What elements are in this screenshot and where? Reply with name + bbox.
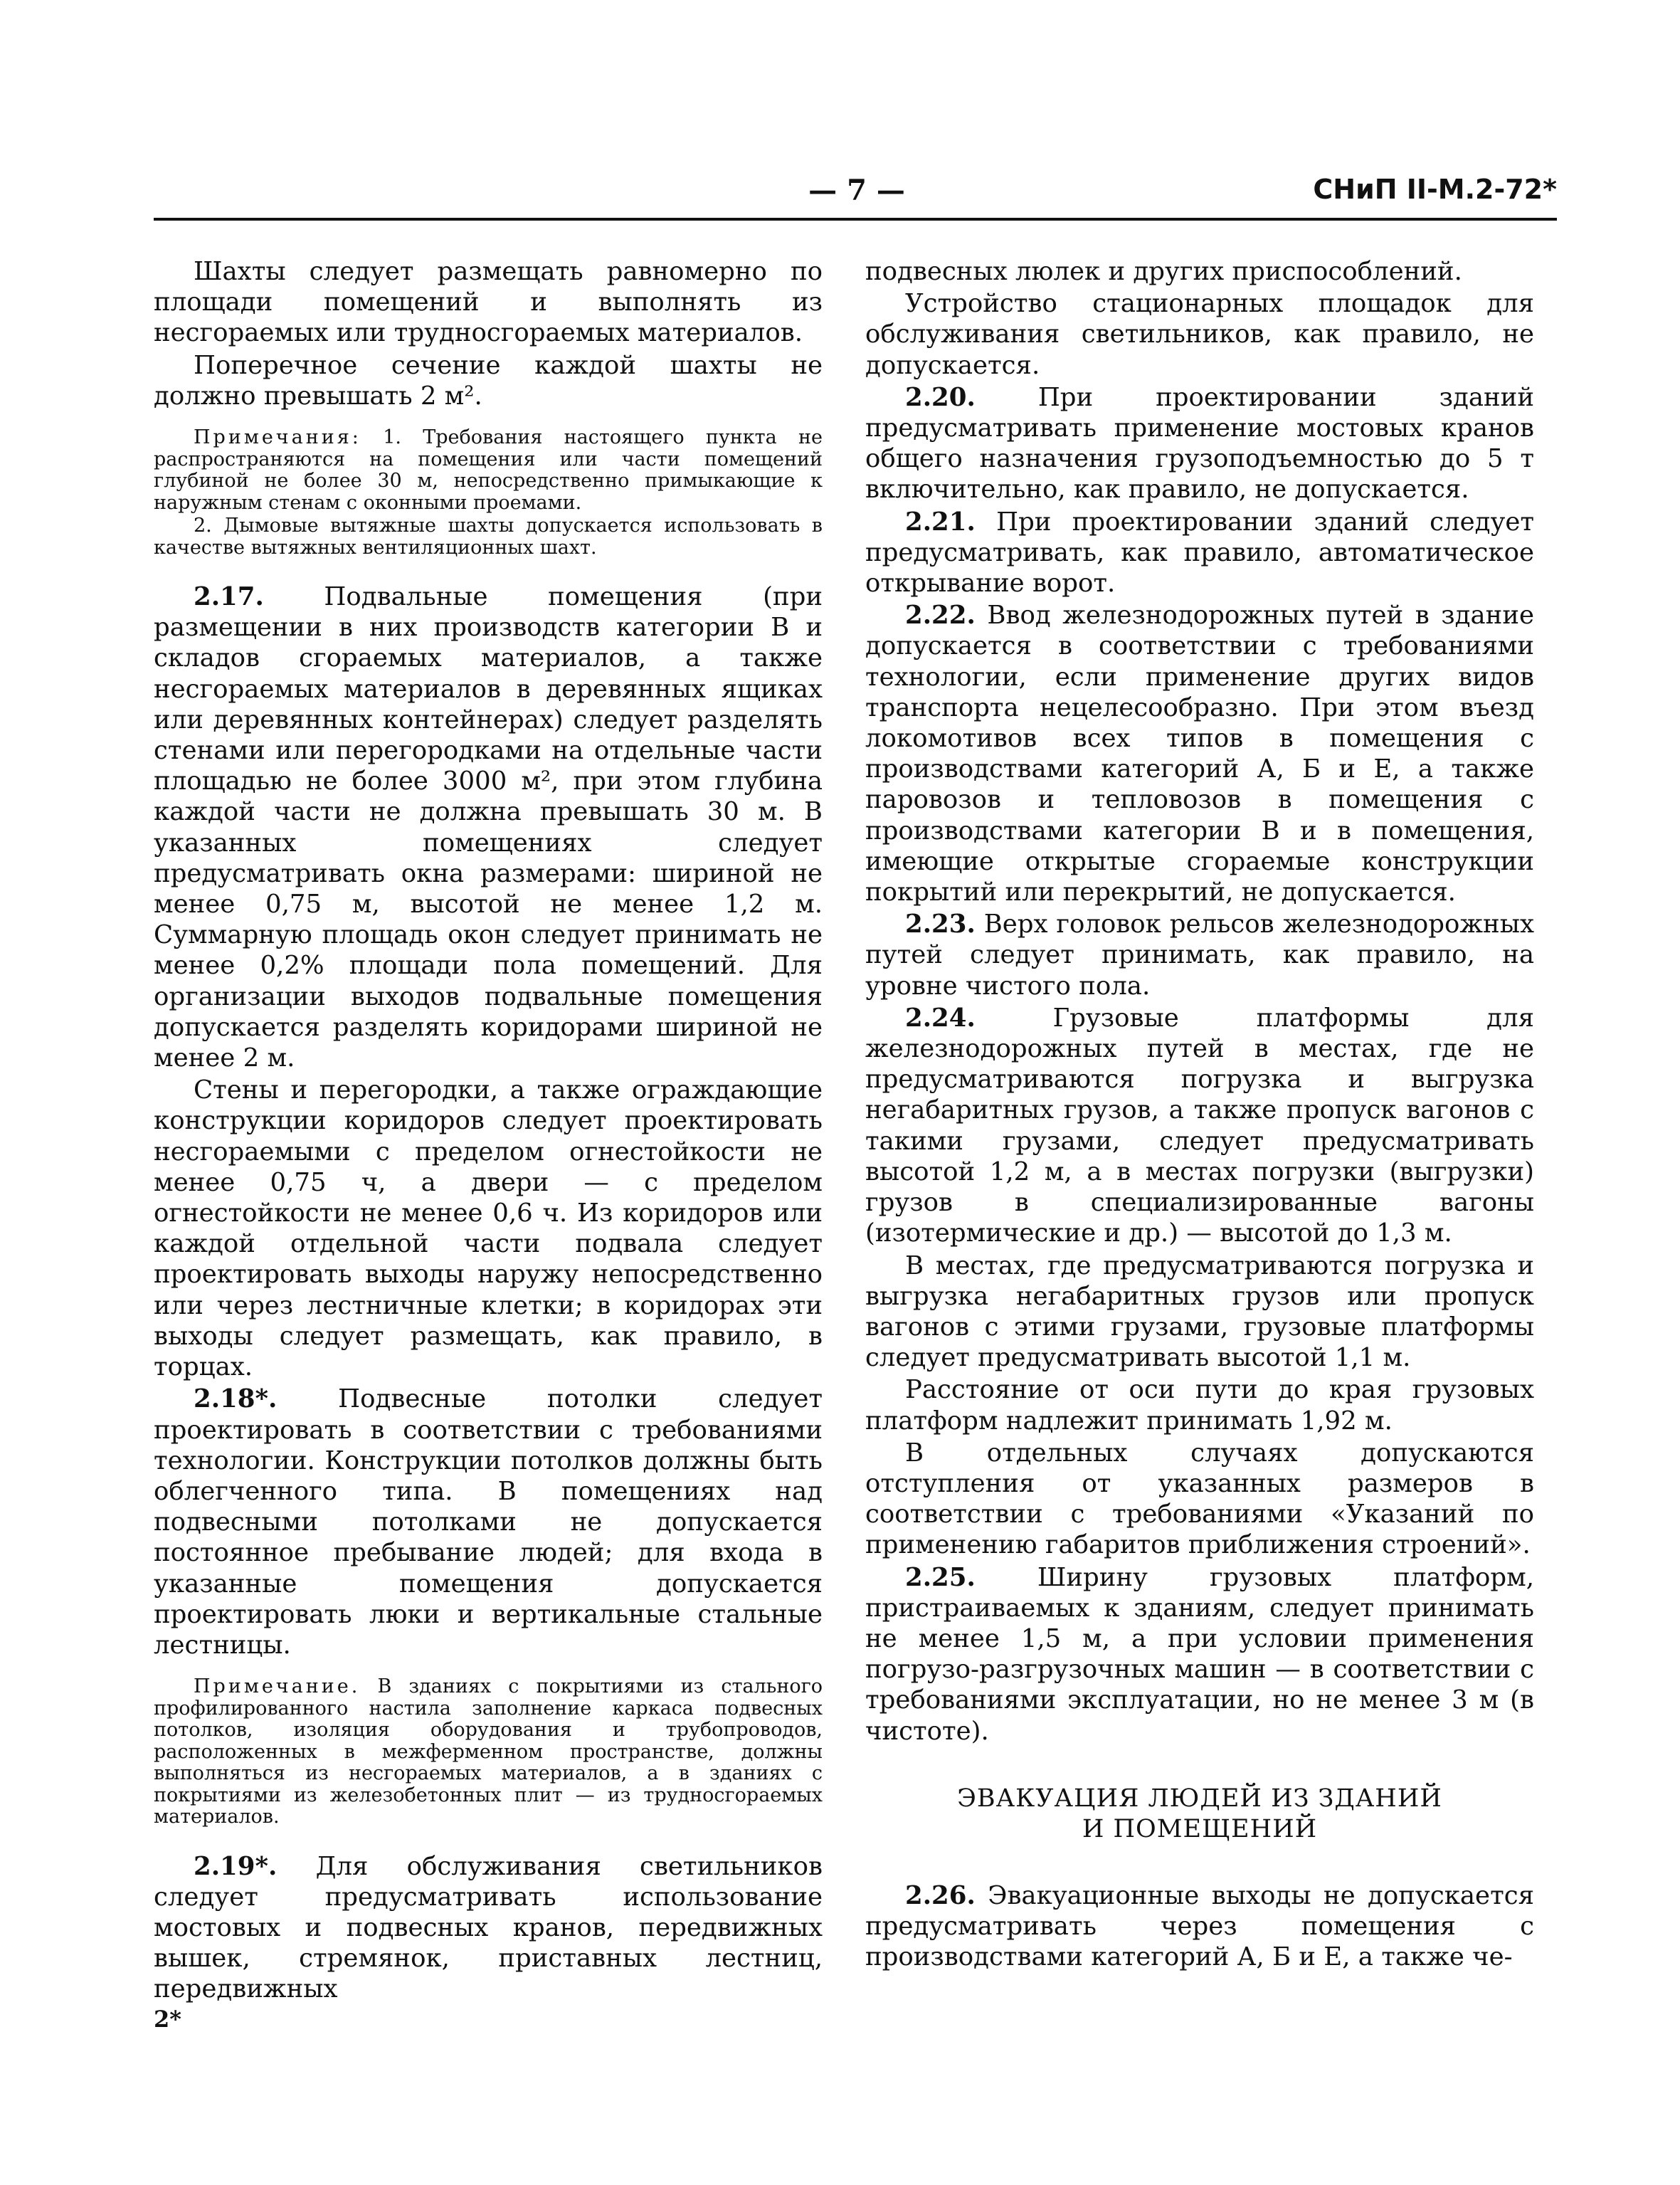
right-column [865, 256, 1534, 1974]
clause-text: Верх головок рельсов железнодорожных путей следует принимать, как правило, на уровне чистого пола. [865, 910, 1534, 1001]
clause-2-17 [154, 581, 823, 1073]
clause-number: 2.19*. [194, 1851, 278, 1881]
clause-text: При проектировании зданий следует предусматривать, как правило, автоматическое открывание ворот. [865, 507, 1534, 599]
paragraph: подвесных люлек и других приспособлений. [865, 257, 1462, 286]
note-text: В зданиях с покрытиями из стального профилированного настила заполнение каркаса подвесных потолков, изоляция оборудования и трубопроводов, расположенных в межферменном пространстве, должны выполняться из несгораемых материалов, а в зданиях с покрытиями из железобетонных плит — из трудносгораемых материалов. [154, 1675, 823, 1828]
clause-2-24 [865, 1003, 1534, 1249]
spacer [865, 1748, 1534, 1769]
paragraph: В местах, где предусматриваются погрузка и выгрузка негабаритных грузов или пропуск вагонов с этими грузами, грузовые платформы следует предусматривать высотой 1,1 м. [865, 1251, 1534, 1373]
clause-text: Подвальные помещения (при размещении в них производств категории В и складов сгораемых материалов, а также несгораемых материалов в деревянных ящиках или деревянных контейнерах) следует разделять стенами или перегородками на отдельные части площадью не более 3000 м², при этом глубина каждой части не должна превышать 30 м. В указанных помещениях следует предусматривать окна размерами: шириной не менее 0,75 м, высотой не менее 1,2 м. Суммарную площадь окон следует принимать не менее 0,2% площади пола помещений. Для организации выходов подвальные помещения допускается разделять коридорами шириной не менее 2 м. [154, 582, 823, 1073]
clause-2-20 [865, 382, 1534, 505]
clause-number: 2.21. [905, 507, 976, 537]
clause-number: 2.26. [905, 1880, 976, 1910]
header-rule [154, 218, 1557, 221]
note [154, 1676, 823, 1828]
paragraph: Стены и перегородки, а также ограждающие конструкции коридоров следует проектировать несгораемыми с пределом огнестойкости не менее 0,75 ч, а двери — с пределом огнестойкости не менее 0,6 ч. Из коридоров или каждой отдельной части подвала следует проектировать выходы наружу непосредственно или через лестничные клетки; в коридорах эти выходы следует размещать, как правило, в торцах. [154, 1075, 823, 1382]
clause-2-26 [865, 1880, 1534, 1973]
clause-2-23 [865, 909, 1534, 1001]
document-code: СНиП II-М.2-72* [1313, 174, 1557, 205]
spacer [154, 1830, 823, 1851]
spacer [154, 1662, 823, 1676]
left-column [154, 256, 823, 2032]
clause-number: 2.25. [905, 1562, 976, 1592]
spacer [154, 560, 823, 581]
page-header [157, 174, 1557, 216]
clause-number: 2.17. [194, 582, 264, 612]
note: 2. Дымовые вытяжные шахты допускается использовать в качестве вытяжных вентиляционных шахт. [154, 515, 823, 559]
clause-text: Ввод железнодорожных путей в здание допускается в соответствии с требованиями технологии, если применение других видов транспорта нецелесообразно. При этом въезд локомотивов всех типов в помещения с производствами категорий А, Б и Е, а также паровозов и тепловозов в помещения с производствами категории В и в помещения, имеющие открытые сгораемые конструкции покрытий или перекрытий, не допускается. [865, 601, 1534, 907]
spacer [865, 1866, 1534, 1880]
clause-number: 2.18*. [194, 1384, 278, 1414]
paragraph: Устройство стационарных площадок для обслуживания светильников, как правило, не допускается. [865, 289, 1534, 380]
clause-number: 2.24. [905, 1003, 976, 1033]
note-label: Примечания: [194, 426, 361, 449]
note-label: Примечание. [194, 1675, 361, 1698]
spacer [865, 1769, 1534, 1784]
clause-2-19 [154, 1851, 823, 2005]
note [154, 427, 823, 514]
spacer [154, 413, 823, 427]
clause-text: При проектировании зданий предусматривать применение мостовых кранов общего назначения грузоподъемностью до 5 т включительно, как правило, не допускается. [865, 382, 1534, 505]
page-number: — 7 — [808, 174, 905, 207]
clause-number: 2.22. [905, 601, 976, 631]
note-text: 1. Требования настоящего пункта не распространяются на помещения или части помещений глубиной не более 30 м, непосредственно примыкающие к наружным стенам с оконными проемами. [154, 426, 823, 514]
clause-2-21 [865, 507, 1534, 599]
clause-text: Подвесные потолки следует проектировать в соответствии с требованиями технологии. Конструкции потолков должны быть облегченного типа. В помещениях над подвесными потолками не допускается постоянное пребывание людей; для входа в указанные помещения допускается проектировать люки и вертикальные стальные лестницы. [154, 1384, 823, 1660]
clause-text: Ширину грузовых платформ, пристраиваемых к зданиям, следует принимать не менее 1,5 м, а при условии применения погрузо-разгрузочных машин — в соответствии с требованиями эксплуатации, но не менее 3 м (в чистоте). [865, 1562, 1534, 1746]
clause-2-18 [154, 1384, 823, 1660]
section-title: ЭВАКУАЦИЯ ЛЮДЕЙ ИЗ ЗДАНИЙ [957, 1784, 1442, 1813]
clause-number: 2.20. [905, 382, 976, 412]
paragraph: Шахты следует размещать равномерно по площади помещений и выполнять из несгораемых или трудносгораемых материалов. [154, 257, 823, 348]
section-title: И ПОМЕЩЕНИЙ [1082, 1814, 1318, 1843]
signature-mark: 2* [154, 2005, 181, 2033]
paragraph: Поперечное сечение каждой шахты не должно превышать 2 м². [154, 350, 823, 411]
paragraph: Расстояние от оси пути до края грузовых платформ надлежит принимать 1,92 м. [865, 1375, 1534, 1436]
spacer [865, 1845, 1534, 1866]
clause-2-25 [865, 1562, 1534, 1747]
clause-text: Для обслуживания светильников следует предусматривать использование мостовых и подвесных кранов, передвижных вышек, стремянок, приставных лестниц, передвижных [154, 1851, 823, 2004]
clause-2-22 [865, 600, 1534, 907]
clause-text: Грузовые платформы для железнодорожных путей в местах, где не предусматриваются погрузка и выгрузка негабаритных грузов, а также пропуск вагонов с такими грузами, следует предусматривать высотой 1,2 м, а в местах погрузки (выгрузки) грузов в специализированные вагоны (изотермические и др.) — высотой до 1,3 м. [865, 1003, 1534, 1248]
clause-number: 2.23. [905, 910, 976, 939]
paragraph: В отдельных случаях допускаются отступления от указанных размеров в соответствии с требованиями «Указаний по применению габаритов приближения строений». [865, 1438, 1534, 1560]
clause-text: Эвакуационные выходы не допускается предусматривать через помещения с производствами категорий А, Б и Е, а также че- [865, 1880, 1534, 1972]
